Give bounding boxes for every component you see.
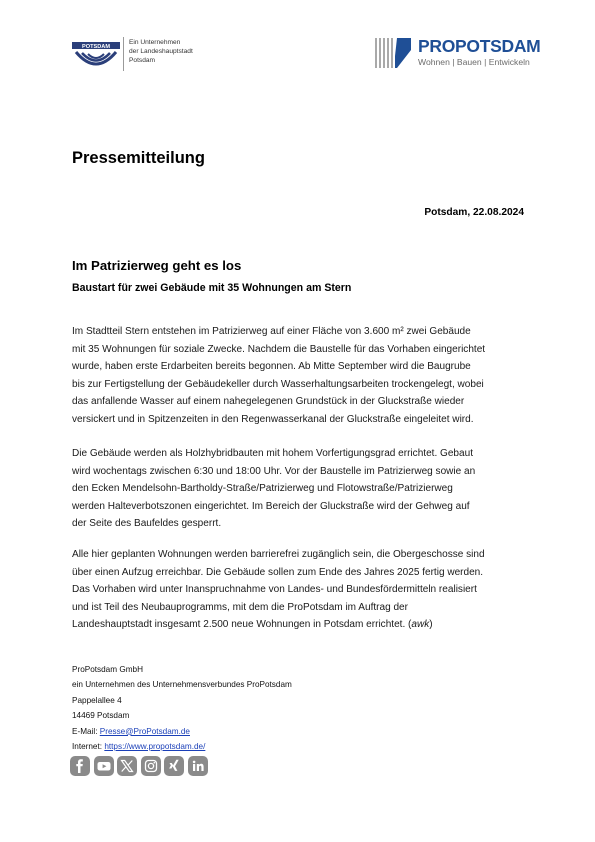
propotsdam-tagline: Wohnen | Bauen | Entwickeln: [418, 57, 530, 67]
facebook-icon[interactable]: [70, 756, 90, 776]
author-initials: awk: [411, 619, 430, 631]
document-date: Potsdam, 22.08.2024: [424, 207, 524, 218]
email-label: E-Mail:: [72, 726, 100, 736]
paragraph-line: wird wochentags zwischen 6:30 und 18:00 Uhr. Vor der Baustelle im Patrizierweg sowie an: [72, 465, 476, 477]
contact-internet-line: [72, 739, 292, 754]
social-icons: [70, 756, 208, 776]
potsdam-city-logo: [72, 38, 120, 72]
internet-label: Internet:: [72, 742, 105, 752]
city-line-3: Potsdam: [129, 57, 156, 64]
contact-company: ProPotsdam GmbH: [72, 665, 143, 674]
contact-street: Pappelallee 4: [72, 695, 122, 705]
city-owner-text: [129, 38, 193, 65]
headline: Im Patrizierweg geht es los: [72, 258, 242, 273]
paragraph-line: den Ecken Mendelsohn-Bartholdy-Straße/Patrizierweg und Flotowstraße/Patrizierweg: [72, 483, 453, 495]
paragraph-line: versickert und in Spitzenzeiten in den Regenwasserkanal der Gluckstraße eingeleitet wird.: [72, 413, 474, 425]
header-divider: [123, 37, 124, 71]
brand-pro: PRO: [418, 36, 456, 56]
closing-paren: ): [429, 619, 433, 631]
paragraph-line-last: [72, 616, 532, 634]
city-logo-text: POTSDAM: [82, 44, 110, 50]
paragraph-line: werden Halteverbotszonen eingerichtet. Im Bereich der Gluckstraße wird der Gehweg auf: [72, 500, 470, 512]
contact-city: 14469 Potsdam: [72, 711, 130, 721]
x-icon[interactable]: [117, 756, 137, 776]
paragraph-line: Die Gebäude werden als Holzhybridbauten mit hohem Vorfertigungsgrad errichtet. Gebaut: [72, 448, 473, 459]
brand-potsdam: POTSDAM: [455, 36, 541, 56]
paragraph-line: bis zur Fertigstellung der Gebäudekeller durch Wasserhaltungsarbeiten trockengelegt, wobei: [72, 378, 484, 390]
contact-block: [72, 662, 292, 754]
paragraph-line: das anfallende Wasser auf einem nahegelegenen Grundstück in der Gluckstraße wieder: [72, 396, 465, 408]
instagram-icon[interactable]: [141, 756, 161, 776]
paragraph-line-text: Landeshauptstadt insgesamt 2.500 neue Wohnungen in Potsdam errichtet. (: [72, 619, 412, 631]
paragraph-line: über einen Aufzug erreichbar. Die Gebäude sollen zum Ende des Jahres 2025 fertig werden.: [72, 566, 484, 578]
email-link[interactable]: Presse@ProPotsdam.de: [99, 726, 190, 736]
linkedin-icon[interactable]: [188, 756, 208, 776]
paragraph-line: Das Vorhaben wird unter Inanspruchnahme von Landes- und Bundesfördermitteln realisiert: [72, 584, 477, 596]
paragraph-line: der Seite des Baufeldes gesperrt.: [72, 518, 222, 530]
paragraph-2: [72, 445, 532, 533]
paragraph-line: mit 35 Wohnungen für soziale Zwecke. Nachdem die Baustelle für das Vorhaben eingerichtet: [72, 343, 486, 355]
paragraph-line: Alle hier geplanten Wohnungen werden barrierefrei zugänglich sein, die Obergeschosse sind: [72, 549, 485, 560]
xing-icon[interactable]: [164, 756, 184, 776]
propotsdam-logo-mark: [375, 38, 411, 68]
document-title: Pressemitteilung: [72, 149, 205, 167]
propotsdam-logo-text: [418, 36, 540, 57]
paragraph-3: [72, 546, 532, 634]
website-link[interactable]: https://www.propotsdam.de/: [104, 742, 206, 752]
paragraph-line: wurde, haben erste Erdarbeiten bereits begonnen. Ab Mitte September wird die Baugrube: [72, 361, 471, 373]
youtube-icon[interactable]: [94, 756, 114, 776]
city-line-2: der Landeshauptstadt: [129, 48, 193, 55]
paragraph-1: [72, 323, 532, 429]
contact-group: ein Unternehmen des Unternehmensverbundes ProPotsdam: [72, 680, 292, 690]
contact-email-line: [72, 724, 292, 739]
subheadline: Baustart für zwei Gebäude mit 35 Wohnungen am Stern: [72, 282, 352, 294]
city-line-1: Ein Unternehmen: [129, 39, 181, 46]
paragraph-line: und ist Teil des Neubauprogramms, mit dem die ProPotsdam im Auftrag der: [72, 601, 408, 613]
paragraph-line: Im Stadtteil Stern entstehen im Patrizierweg auf einer Fläche von 3.600 m² zwei Gebäude: [72, 326, 471, 337]
